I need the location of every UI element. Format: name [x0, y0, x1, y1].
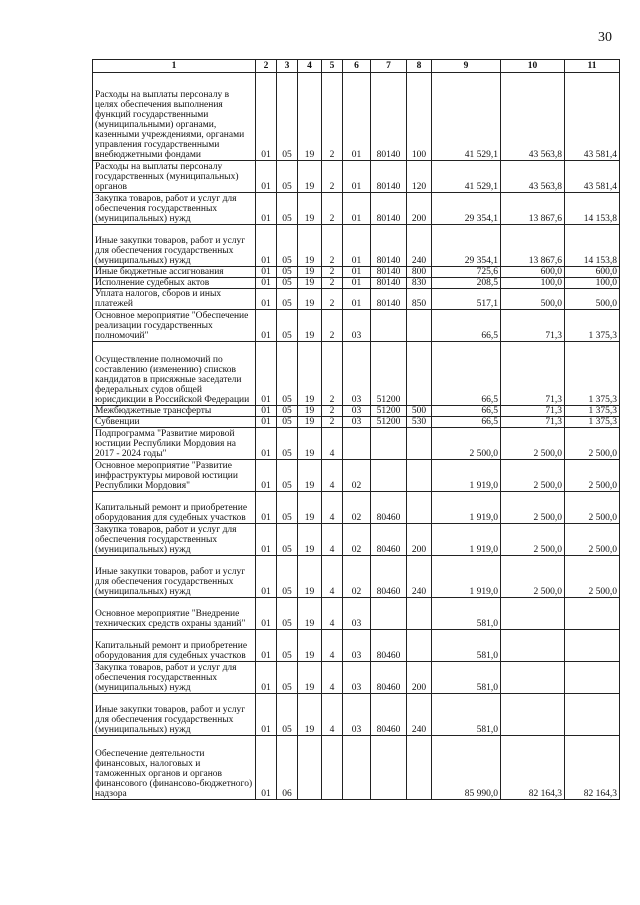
- amount-cell: 581,0: [432, 598, 501, 630]
- code-cell: 19: [298, 694, 322, 736]
- code-cell: 19: [298, 225, 322, 267]
- code-cell: [407, 598, 432, 630]
- code-cell: 19: [298, 406, 322, 417]
- amount-cell: 29 354,1: [432, 225, 501, 267]
- table-row: [93, 417, 620, 428]
- table-row: [93, 556, 620, 598]
- code-cell: 800: [407, 267, 432, 278]
- code-cell: 01: [343, 161, 371, 193]
- amount-cell: 581,0: [432, 630, 501, 662]
- code-cell: [322, 736, 343, 800]
- code-cell: 03: [343, 662, 371, 694]
- code-cell: 4: [322, 556, 343, 598]
- amount-cell: [565, 598, 620, 630]
- amount-cell: [501, 662, 565, 694]
- code-cell: 19: [298, 342, 322, 406]
- amount-cell: 500,0: [565, 289, 620, 310]
- code-cell: 02: [343, 460, 371, 492]
- amount-cell: 41 529,1: [432, 161, 501, 193]
- code-cell: 4: [322, 492, 343, 524]
- code-cell: 240: [407, 225, 432, 267]
- table-row: [93, 310, 620, 342]
- code-cell: 19: [298, 161, 322, 193]
- code-cell: 03: [343, 694, 371, 736]
- amount-cell: [565, 662, 620, 694]
- column-header: 1: [93, 60, 256, 73]
- code-cell: 05: [277, 598, 298, 630]
- code-cell: 01: [256, 662, 277, 694]
- code-cell: 51200: [371, 342, 407, 406]
- code-cell: 830: [407, 278, 432, 289]
- code-cell: 05: [277, 289, 298, 310]
- row-label: Межбюджетные трансферты: [93, 406, 256, 417]
- amount-cell: 82 164,3: [501, 736, 565, 800]
- code-cell: 4: [322, 460, 343, 492]
- code-cell: 240: [407, 694, 432, 736]
- code-cell: 02: [343, 492, 371, 524]
- code-cell: 01: [256, 417, 277, 428]
- code-cell: 05: [277, 460, 298, 492]
- code-cell: 03: [343, 630, 371, 662]
- amount-cell: 600,0: [565, 267, 620, 278]
- table-row: [93, 161, 620, 193]
- code-cell: 01: [256, 428, 277, 460]
- amount-cell: 71,3: [501, 406, 565, 417]
- code-cell: 01: [256, 267, 277, 278]
- code-cell: 80460: [371, 694, 407, 736]
- amount-cell: 1 375,3: [565, 406, 620, 417]
- code-cell: 19: [298, 598, 322, 630]
- code-cell: 100: [407, 73, 432, 161]
- code-cell: 2: [322, 310, 343, 342]
- code-cell: 01: [343, 225, 371, 267]
- amount-cell: 43 563,8: [501, 73, 565, 161]
- code-cell: 05: [277, 193, 298, 225]
- row-label: Закупка товаров, работ и услуг для обеспечения государственных (муниципальных) нужд: [93, 193, 256, 225]
- code-cell: 19: [298, 428, 322, 460]
- code-cell: 19: [298, 556, 322, 598]
- code-cell: 19: [298, 460, 322, 492]
- code-cell: 02: [343, 524, 371, 556]
- code-cell: 03: [343, 406, 371, 417]
- code-cell: 05: [277, 310, 298, 342]
- code-cell: [407, 630, 432, 662]
- row-label: Расходы на выплаты персоналу государственных (муниципальных) органов: [93, 161, 256, 193]
- amount-cell: [501, 598, 565, 630]
- row-label: Капитальный ремонт и приобретение оборудования для судебных участков: [93, 492, 256, 524]
- amount-cell: 100,0: [501, 278, 565, 289]
- row-label: Подпрограмма "Развитие мировой юстиции Республики Мордовия на 2017 - 2024 годы": [93, 428, 256, 460]
- code-cell: 200: [407, 662, 432, 694]
- code-cell: [371, 428, 407, 460]
- code-cell: 80460: [371, 492, 407, 524]
- code-cell: 03: [343, 342, 371, 406]
- code-cell: 2: [322, 193, 343, 225]
- amount-cell: 208,5: [432, 278, 501, 289]
- code-cell: 80460: [371, 630, 407, 662]
- code-cell: 80140: [371, 193, 407, 225]
- amount-cell: 71,3: [501, 310, 565, 342]
- code-cell: 01: [256, 342, 277, 406]
- amount-cell: [565, 694, 620, 736]
- amount-cell: 85 990,0: [432, 736, 501, 800]
- code-cell: 80140: [371, 161, 407, 193]
- code-cell: [407, 310, 432, 342]
- code-cell: 51200: [371, 406, 407, 417]
- code-cell: 05: [277, 630, 298, 662]
- code-cell: 01: [256, 492, 277, 524]
- row-label: Исполнение судебных актов: [93, 278, 256, 289]
- amount-cell: 1 375,3: [565, 417, 620, 428]
- code-cell: 19: [298, 524, 322, 556]
- code-cell: 05: [277, 267, 298, 278]
- amount-cell: 2 500,0: [501, 492, 565, 524]
- amount-cell: 581,0: [432, 662, 501, 694]
- amount-cell: 1 919,0: [432, 492, 501, 524]
- table-row: [93, 492, 620, 524]
- code-cell: 19: [298, 417, 322, 428]
- amount-cell: 2 500,0: [565, 556, 620, 598]
- amount-cell: 43 581,4: [565, 73, 620, 161]
- code-cell: 51200: [371, 417, 407, 428]
- code-cell: 01: [256, 289, 277, 310]
- code-cell: [407, 460, 432, 492]
- amount-cell: 66,5: [432, 342, 501, 406]
- code-cell: 500: [407, 406, 432, 417]
- column-header: 11: [565, 60, 620, 73]
- amount-cell: 66,5: [432, 417, 501, 428]
- amount-cell: [501, 630, 565, 662]
- code-cell: 01: [256, 225, 277, 267]
- table-row: [93, 460, 620, 492]
- code-cell: 2: [322, 161, 343, 193]
- column-header: 7: [371, 60, 407, 73]
- code-cell: 2: [322, 225, 343, 267]
- code-cell: 01: [343, 267, 371, 278]
- code-cell: 01: [343, 193, 371, 225]
- row-label: Закупка товаров, работ и услуг для обеспечения государственных (муниципальных) нужд: [93, 662, 256, 694]
- code-cell: 05: [277, 73, 298, 161]
- code-cell: 05: [277, 342, 298, 406]
- code-cell: 19: [298, 278, 322, 289]
- amount-cell: 14 153,8: [565, 193, 620, 225]
- code-cell: 05: [277, 417, 298, 428]
- table-row: [93, 598, 620, 630]
- code-cell: 01: [256, 73, 277, 161]
- amount-cell: 13 867,6: [501, 225, 565, 267]
- row-label: Субвенции: [93, 417, 256, 428]
- amount-cell: 2 500,0: [565, 492, 620, 524]
- code-cell: 01: [256, 406, 277, 417]
- amount-cell: 13 867,6: [501, 193, 565, 225]
- amount-cell: 517,1: [432, 289, 501, 310]
- row-label: Капитальный ремонт и приобретение оборудования для судебных участков: [93, 630, 256, 662]
- code-cell: 200: [407, 193, 432, 225]
- row-label: Основное мероприятие "Внедрение технических средств охраны зданий": [93, 598, 256, 630]
- amount-cell: 2 500,0: [501, 428, 565, 460]
- amount-cell: 1 919,0: [432, 524, 501, 556]
- table-row: [93, 736, 620, 800]
- row-label: Иные бюджетные ассигнования: [93, 267, 256, 278]
- row-label: Основное мероприятие "Обеспечение реализации государственных полномочий": [93, 310, 256, 342]
- code-cell: 05: [277, 556, 298, 598]
- amount-cell: 43 563,8: [501, 161, 565, 193]
- table-row: [93, 342, 620, 406]
- code-cell: 2: [322, 267, 343, 278]
- column-header: 5: [322, 60, 343, 73]
- code-cell: 80460: [371, 556, 407, 598]
- code-cell: 19: [298, 267, 322, 278]
- code-cell: 4: [322, 662, 343, 694]
- amount-cell: 100,0: [565, 278, 620, 289]
- code-cell: 2: [322, 417, 343, 428]
- code-cell: [371, 310, 407, 342]
- code-cell: 01: [256, 161, 277, 193]
- amount-cell: 82 164,3: [565, 736, 620, 800]
- row-label: Обеспечение деятельности финансовых, налоговых и таможенных органов и органов финансового (финансово-бюджетного) надзора: [93, 736, 256, 800]
- code-cell: 05: [277, 694, 298, 736]
- code-cell: 06: [277, 736, 298, 800]
- amount-cell: 2 500,0: [565, 428, 620, 460]
- code-cell: 19: [298, 662, 322, 694]
- amount-cell: 41 529,1: [432, 73, 501, 161]
- amount-cell: 725,6: [432, 267, 501, 278]
- code-cell: 01: [256, 598, 277, 630]
- code-cell: 850: [407, 289, 432, 310]
- table-row: [93, 278, 620, 289]
- row-label: Расходы на выплаты персоналу в целях обеспечения выполнения функций государственными (муниципальными) органами, казенными учреждениями, органами управления государственными внебюджетными фондами: [93, 73, 256, 161]
- code-cell: [343, 428, 371, 460]
- code-cell: 05: [277, 428, 298, 460]
- row-label: Основное мероприятие "Развитие инфраструктуры мировой юстиции Республики Мордовия": [93, 460, 256, 492]
- amount-cell: 1 375,3: [565, 310, 620, 342]
- amount-cell: 1 919,0: [432, 460, 501, 492]
- table-row: [93, 193, 620, 225]
- amount-cell: 2 500,0: [501, 524, 565, 556]
- table-row: [93, 694, 620, 736]
- code-cell: [371, 598, 407, 630]
- code-cell: 01: [256, 694, 277, 736]
- row-label: Осуществление полномочий по составлению (изменению) списков кандидатов в присяжные заседатели федеральных судов общей юрисдикции в Российской Федерации: [93, 342, 256, 406]
- code-cell: 80460: [371, 662, 407, 694]
- amount-cell: 71,3: [501, 342, 565, 406]
- column-header: 4: [298, 60, 322, 73]
- amount-cell: 1 375,3: [565, 342, 620, 406]
- code-cell: 2: [322, 289, 343, 310]
- code-cell: 03: [343, 310, 371, 342]
- table-row: [93, 225, 620, 267]
- code-cell: 01: [256, 630, 277, 662]
- row-label: Закупка товаров, работ и услуг для обеспечения государственных (муниципальных) нужд: [93, 524, 256, 556]
- code-cell: 19: [298, 492, 322, 524]
- code-cell: 05: [277, 161, 298, 193]
- code-cell: 80140: [371, 289, 407, 310]
- code-cell: 4: [322, 428, 343, 460]
- row-label: Иные закупки товаров, работ и услуг для обеспечения государственных (муниципальных) нужд: [93, 694, 256, 736]
- code-cell: 80140: [371, 278, 407, 289]
- code-cell: [343, 736, 371, 800]
- code-cell: [407, 342, 432, 406]
- code-cell: 80140: [371, 267, 407, 278]
- code-cell: 01: [343, 73, 371, 161]
- code-cell: 05: [277, 406, 298, 417]
- amount-cell: 500,0: [501, 289, 565, 310]
- amount-cell: 2 500,0: [501, 556, 565, 598]
- code-cell: 05: [277, 278, 298, 289]
- code-cell: 01: [256, 736, 277, 800]
- amount-cell: 71,3: [501, 417, 565, 428]
- amount-cell: 14 153,8: [565, 225, 620, 267]
- code-cell: 80140: [371, 225, 407, 267]
- code-cell: 01: [343, 289, 371, 310]
- code-cell: 01: [256, 460, 277, 492]
- amount-cell: [501, 694, 565, 736]
- code-cell: 19: [298, 193, 322, 225]
- page-number: 30: [598, 30, 612, 45]
- code-cell: 4: [322, 598, 343, 630]
- code-cell: 01: [256, 556, 277, 598]
- amount-cell: 29 354,1: [432, 193, 501, 225]
- code-cell: 2: [322, 73, 343, 161]
- code-cell: 05: [277, 524, 298, 556]
- code-cell: 2: [322, 278, 343, 289]
- row-label: Уплата налогов, сборов и иных платежей: [93, 289, 256, 310]
- code-cell: 80140: [371, 73, 407, 161]
- column-header: 2: [256, 60, 277, 73]
- code-cell: [407, 428, 432, 460]
- table-row: [93, 662, 620, 694]
- table-row: [93, 428, 620, 460]
- code-cell: 05: [277, 492, 298, 524]
- amount-cell: 66,5: [432, 310, 501, 342]
- code-cell: 01: [256, 524, 277, 556]
- code-cell: 01: [343, 278, 371, 289]
- code-cell: 01: [256, 310, 277, 342]
- code-cell: [407, 736, 432, 800]
- code-cell: 4: [322, 524, 343, 556]
- code-cell: 240: [407, 556, 432, 598]
- table-row: [93, 524, 620, 556]
- code-cell: 2: [322, 406, 343, 417]
- amount-cell: 66,5: [432, 406, 501, 417]
- code-cell: 80460: [371, 524, 407, 556]
- table-row: [93, 406, 620, 417]
- column-header: 8: [407, 60, 432, 73]
- code-cell: 4: [322, 630, 343, 662]
- code-cell: 01: [256, 193, 277, 225]
- code-cell: 200: [407, 524, 432, 556]
- amount-cell: [565, 630, 620, 662]
- amount-cell: 1 919,0: [432, 556, 501, 598]
- table-row: [93, 73, 620, 161]
- amount-cell: 2 500,0: [432, 428, 501, 460]
- code-cell: 01: [256, 278, 277, 289]
- amount-cell: 600,0: [501, 267, 565, 278]
- code-cell: 19: [298, 73, 322, 161]
- header-row: [93, 60, 620, 73]
- code-cell: 05: [277, 662, 298, 694]
- code-cell: [371, 736, 407, 800]
- table-row: [93, 289, 620, 310]
- table-row: [93, 630, 620, 662]
- code-cell: 19: [298, 630, 322, 662]
- code-cell: [371, 460, 407, 492]
- code-cell: 02: [343, 556, 371, 598]
- amount-cell: 581,0: [432, 694, 501, 736]
- amount-cell: 2 500,0: [565, 460, 620, 492]
- column-header: 9: [432, 60, 501, 73]
- budget-table: [92, 59, 620, 800]
- code-cell: 05: [277, 225, 298, 267]
- row-label: Иные закупки товаров, работ и услуг для обеспечения государственных (муниципальных) нужд: [93, 225, 256, 267]
- code-cell: 530: [407, 417, 432, 428]
- code-cell: 120: [407, 161, 432, 193]
- code-cell: 2: [322, 342, 343, 406]
- column-header: 3: [277, 60, 298, 73]
- amount-cell: 43 581,4: [565, 161, 620, 193]
- amount-cell: 2 500,0: [501, 460, 565, 492]
- column-header: 6: [343, 60, 371, 73]
- code-cell: [407, 492, 432, 524]
- code-cell: 03: [343, 598, 371, 630]
- code-cell: 19: [298, 289, 322, 310]
- row-label: Иные закупки товаров, работ и услуг для обеспечения государственных (муниципальных) нужд: [93, 556, 256, 598]
- column-header: 10: [501, 60, 565, 73]
- amount-cell: 2 500,0: [565, 524, 620, 556]
- code-cell: 4: [322, 694, 343, 736]
- code-cell: [298, 736, 322, 800]
- code-cell: 03: [343, 417, 371, 428]
- code-cell: 19: [298, 310, 322, 342]
- table-row: [93, 267, 620, 278]
